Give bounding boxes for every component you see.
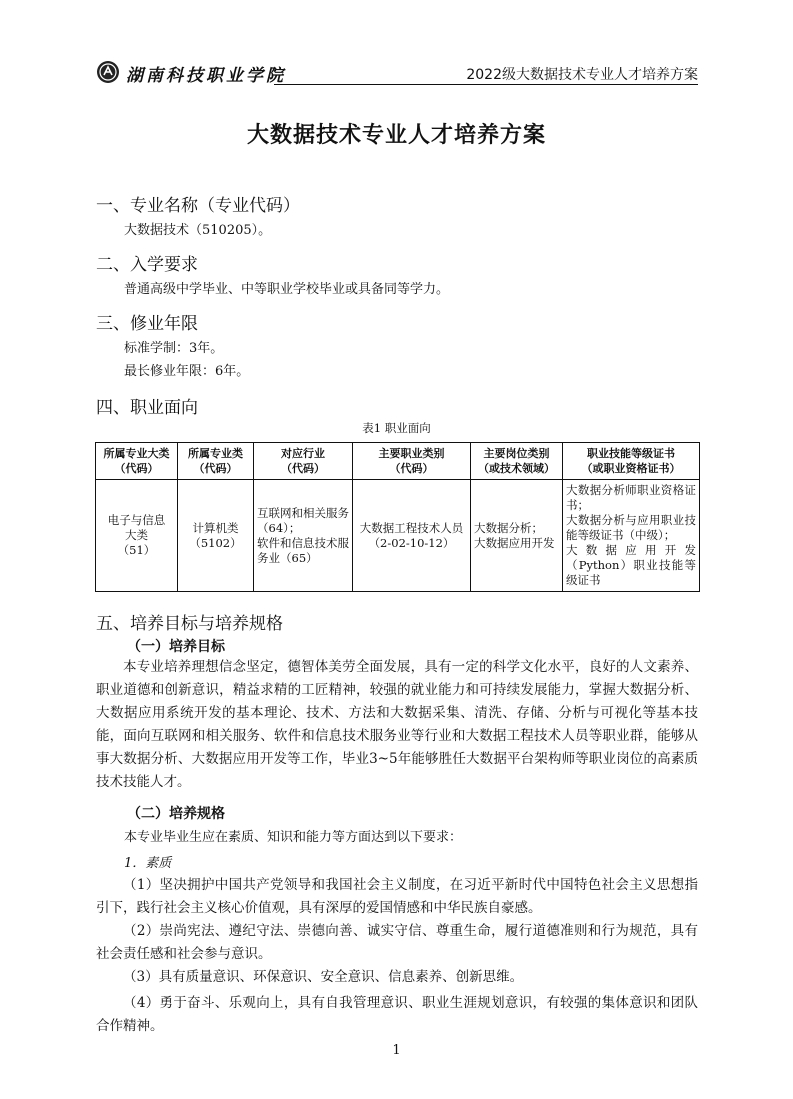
table-header-cell: 所属专业大类 （代码）: [96, 443, 178, 480]
section-2-heading: 二、入学要求: [96, 255, 198, 275]
table-cell: 大数据分析师职业资格证书； 大数据分析与应用职业技能等级证书（中级）； 大数据应用开发（Python）职业技能等级证书: [563, 480, 700, 592]
header-divider: [274, 84, 698, 85]
specs-heading: （二）培养规格: [127, 806, 225, 822]
table-header-cell: 所属专业类 （代码）: [178, 443, 254, 480]
table-row: [96, 480, 700, 592]
section-2-text: 普通高级中学毕业、中等职业学校毕业或具备同等学力。: [124, 282, 450, 297]
section-3-heading: 三、修业年限: [96, 314, 198, 334]
table-header-cell: 主要岗位类别 （或技术领域）: [471, 443, 563, 480]
specs-subheading-quality: 1．素质: [124, 856, 172, 871]
section-3-line-2: 最长修业年限：6年。: [124, 364, 250, 379]
table-cell: 互联网和相关服务（64）； 软件和信息技术服务业（65）: [254, 480, 353, 592]
spec-item: （2）崇尚宪法、遵纪守法、崇德向善、诚实守信、尊重生命，履行道德准则和行为规范，具有社会责任感和社会参与意识。: [96, 923, 698, 962]
table-header-cell: 对应行业 （代码）: [254, 443, 353, 480]
goals-paragraph: 本专业培养理想信念坚定，德智体美劳全面发展，具有一定的科学文化水平，良好的人文素养、职业道德和创新意识，精益求精的工匠精神，较强的就业能力和可持续发展能力，掌握大数据分析、大数据应用系统开发的基本理论、技术、方法和大数据采集、清洗、存储、分析与可视化等基本技能，面向互联网和相关服务、软件和信息技术服务业等行业和大数据工程技术人员等职业群，能够从事大数据分析、大数据应用开发等工作，毕业3~5年能够胜任大数据平台架构师等职业岗位的高素质技术技能人才。: [96, 659, 698, 790]
table-header-row: [96, 443, 700, 480]
section-1-text: 大数据技术（510205）。: [124, 223, 272, 238]
table-header-cell: 职业技能等级证书 （或职业资格证书）: [563, 443, 700, 480]
table-cell: 计算机类 （5102）: [178, 480, 254, 592]
table-cell: 大数据分析； 大数据应用开发: [471, 480, 563, 592]
table-cell: 电子与信息 大类 （51）: [96, 480, 178, 592]
section-4-heading: 四、职业面向: [96, 398, 198, 418]
school-name: 湖南科技职业学院: [126, 66, 286, 86]
page-header: [96, 58, 698, 86]
section-1-heading: 一、专业名称（专业代码）: [96, 196, 300, 216]
specs-intro: 本专业毕业生应在素质、知识和能力等方面达到以下要求：: [124, 830, 463, 845]
header-doc-title: 2022级大数据技术专业人才培养方案: [466, 67, 698, 83]
section-3-line-1: 标准学制：3年。: [124, 341, 224, 356]
spec-item: （1）坚决拥护中国共产党领导和我国社会主义制度，在习近平新时代中国特色社会主义思想指引下，践行社会主义核心价值观，具有深厚的爱国情感和中华民族自豪感。: [96, 877, 698, 916]
table-header-cell: 主要职业类别 （代码）: [353, 443, 471, 480]
spec-item: （3）具有质量意识、环保意识、安全意识、信息素养、创新思维。: [123, 969, 524, 985]
occupation-table: [95, 442, 700, 592]
school-emblem-icon: [96, 60, 120, 84]
table-caption: 表1 职业面向: [362, 421, 431, 435]
page-number: 1: [392, 1043, 401, 1058]
section-5-heading: 五、培养目标与培养规格: [96, 614, 283, 634]
table-cell: 大数据工程技术人员 （2-02-10-12）: [353, 480, 471, 592]
spec-item: （4）勇于奋斗、乐观向上，具有自我管理意识、职业生涯规划意识，有较强的集体意识和团队合作精神。: [96, 995, 698, 1034]
goals-heading: （一）培养目标: [127, 639, 225, 655]
document-title: 大数据技术专业人才培养方案: [246, 123, 546, 148]
